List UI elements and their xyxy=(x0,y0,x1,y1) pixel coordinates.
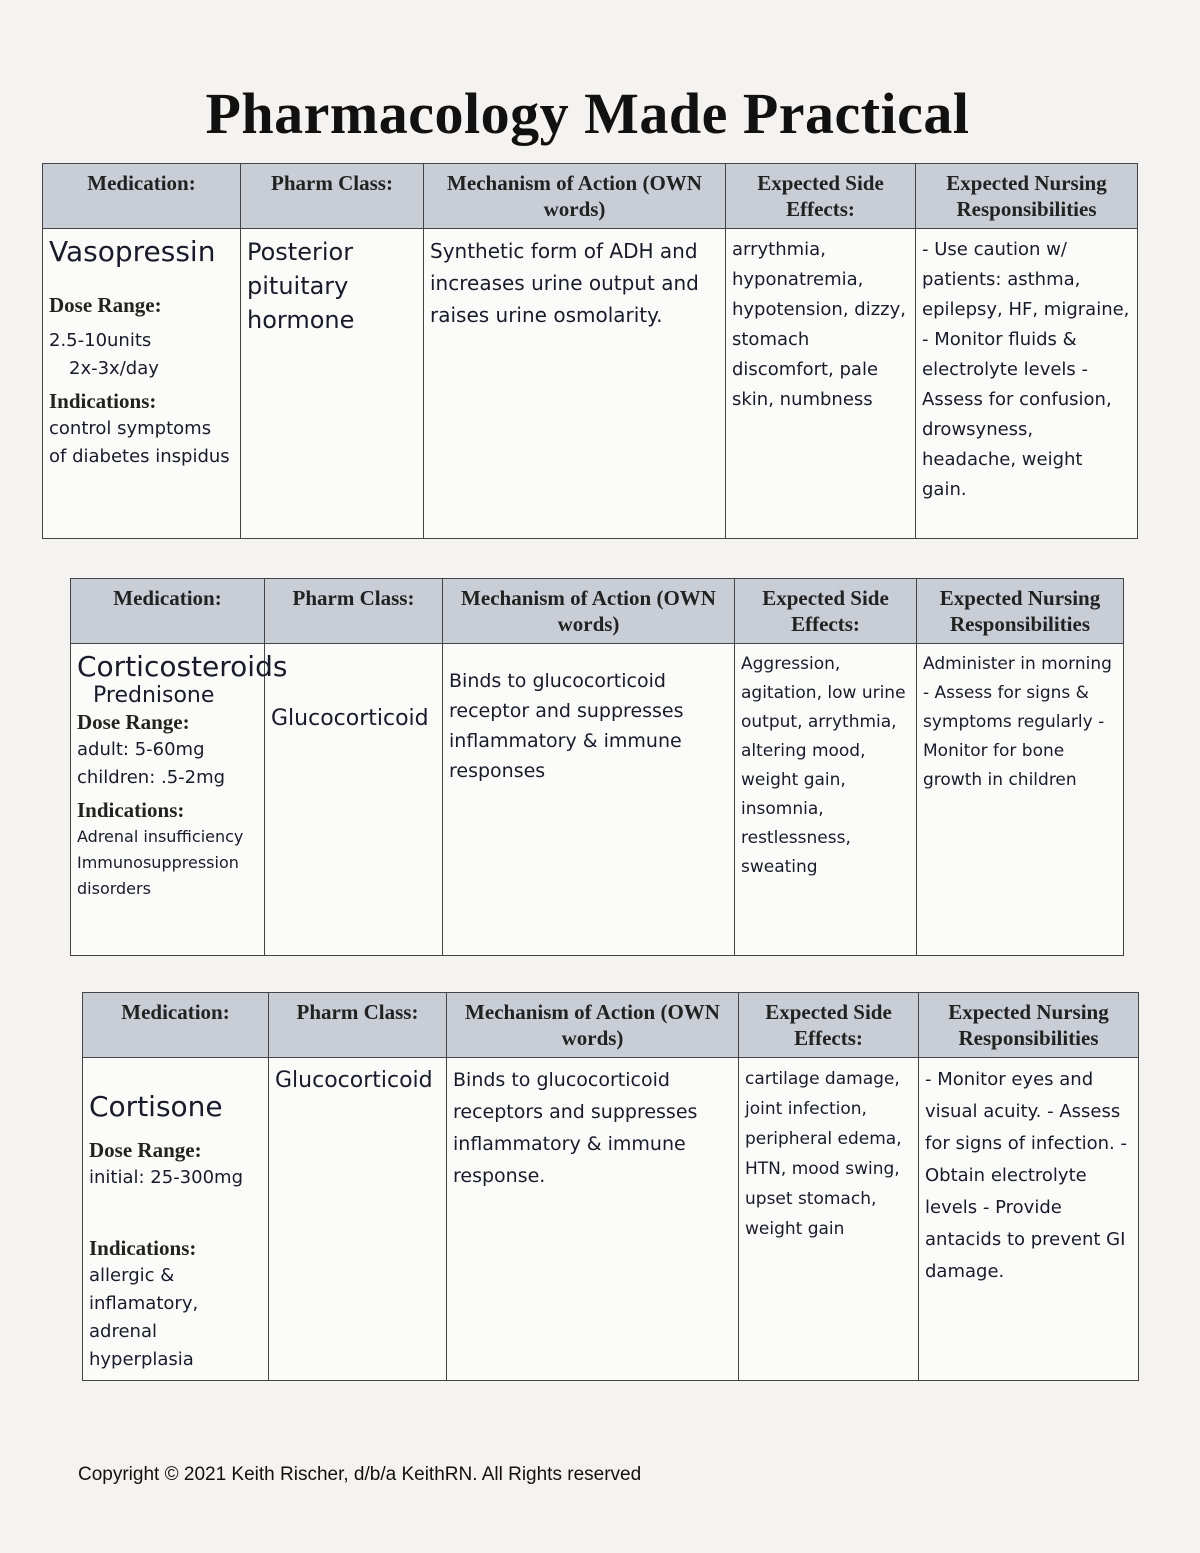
side-effects-cell: arrythmia, hyponatremia, hypotension, dizzy, stomach discomfort, pale skin, numbness xyxy=(726,229,916,539)
indications-label: Indications: xyxy=(89,1236,197,1260)
pharm-class-header: Pharm Class: xyxy=(265,579,443,644)
side-effects-header: Expected Side Effects: xyxy=(735,579,917,644)
nursing-header: Expected Nursing Responsibilities xyxy=(919,993,1139,1058)
header-row xyxy=(83,993,1139,1058)
medication-cell xyxy=(83,1058,269,1381)
side-effects-cell: cartilage damage, joint infection, peripheral edema, HTN, mood swing, upset stomach, weight gain xyxy=(739,1058,919,1381)
pharm-class-cell: Posterior pituitary hormone xyxy=(241,229,424,539)
indications-value: of diabetes inspidus xyxy=(49,446,230,467)
medication-card-1 xyxy=(42,163,1138,539)
nursing-cell: Administer in morning - Assess for signs & symptoms regularly - Monitor for bone growth in children xyxy=(917,644,1124,956)
data-row xyxy=(83,1058,1139,1381)
dose-value: 2x-3x/day xyxy=(69,358,159,379)
header-row xyxy=(71,579,1124,644)
side-effects-cell: Aggression, agitation, low urine output, arrythmia, altering mood, weight gain, insomnia, restlessness, sweating xyxy=(735,644,917,956)
nursing-header: Expected Nursing Responsibilities xyxy=(917,579,1124,644)
medication-name: Vasopressin xyxy=(49,235,216,268)
pharm-class-cell: Glucocorticoid xyxy=(265,644,443,956)
dose-range-label: Dose Range: xyxy=(89,1138,202,1162)
indications-value: adrenal hyperplasia xyxy=(89,1321,194,1370)
nursing-cell: - Use caution w/ patients: asthma, epilepsy, HF, migraine, - Monitor fluids & electrolyte levels - Assess for confusion, drowsyness, headache, weight gain. xyxy=(916,229,1138,539)
indications-value: Adrenal insufficiency xyxy=(77,827,244,846)
medication-name: Corticosteroids xyxy=(77,650,288,683)
dose-range-label: Dose Range: xyxy=(49,293,162,317)
indications-value: disorders xyxy=(77,879,151,898)
medication-header: Medication: xyxy=(71,579,265,644)
nursing-cell: - Monitor eyes and visual acuity. - Assess for signs of infection. - Obtain electrolyte levels - Provide antacids to prevent GI damage. xyxy=(919,1058,1139,1381)
page-title: Pharmacology Made Practical xyxy=(205,81,970,146)
mechanism-cell: Binds to glucocorticoid receptor and suppresses inflammatory & immune responses xyxy=(443,644,735,956)
indications-label: Indications: xyxy=(49,389,157,413)
nursing-header: Expected Nursing Responsibilities xyxy=(916,164,1138,229)
pharm-class-header: Pharm Class: xyxy=(241,164,424,229)
dose-range-label: Dose Range: xyxy=(77,710,190,734)
mechanism-cell: Synthetic form of ADH and increases urine output and raises urine osmolarity. xyxy=(424,229,726,539)
medication-cell xyxy=(43,229,241,539)
medication-subname: Prednisone xyxy=(93,683,215,708)
medication-cell xyxy=(71,644,288,956)
dose-value: children: .5-2mg xyxy=(77,767,226,788)
copyright-footer: Copyright © 2021 Keith Rischer, d/b/a KeithRN. All Rights reserved xyxy=(78,1464,642,1485)
medication-card-3 xyxy=(82,992,1139,1381)
indications-label: Indications: xyxy=(77,798,185,822)
mechanism-header: Mechanism of Action (OWN words) xyxy=(447,993,739,1058)
medication-card-2 xyxy=(70,578,1124,956)
side-effects-header: Expected Side Effects: xyxy=(726,164,916,229)
data-row xyxy=(71,644,1124,956)
dose-value: 2.5-10units xyxy=(49,330,152,351)
data-row xyxy=(43,229,1138,539)
pharm-class-header: Pharm Class: xyxy=(269,993,447,1058)
mechanism-header: Mechanism of Action (OWN words) xyxy=(424,164,726,229)
medication-header: Medication: xyxy=(43,164,241,229)
dose-value: initial: 25-300mg xyxy=(89,1167,244,1188)
medication-name: Cortisone xyxy=(89,1090,223,1123)
mechanism-header: Mechanism of Action (OWN words) xyxy=(443,579,735,644)
pharm-class-cell: Glucocorticoid xyxy=(269,1058,447,1381)
dose-value: adult: 5-60mg xyxy=(77,739,205,760)
mechanism-cell: Binds to glucocorticoid receptors and suppresses inflammatory & immune response. xyxy=(447,1058,739,1381)
indications-value: allergic & inflamatory, xyxy=(89,1265,199,1314)
header-row xyxy=(43,164,1138,229)
medication-header: Medication: xyxy=(83,993,269,1058)
indications-value: control symptoms xyxy=(49,418,212,439)
side-effects-header: Expected Side Effects: xyxy=(739,993,919,1058)
indications-value: Immunosuppression xyxy=(77,853,239,872)
